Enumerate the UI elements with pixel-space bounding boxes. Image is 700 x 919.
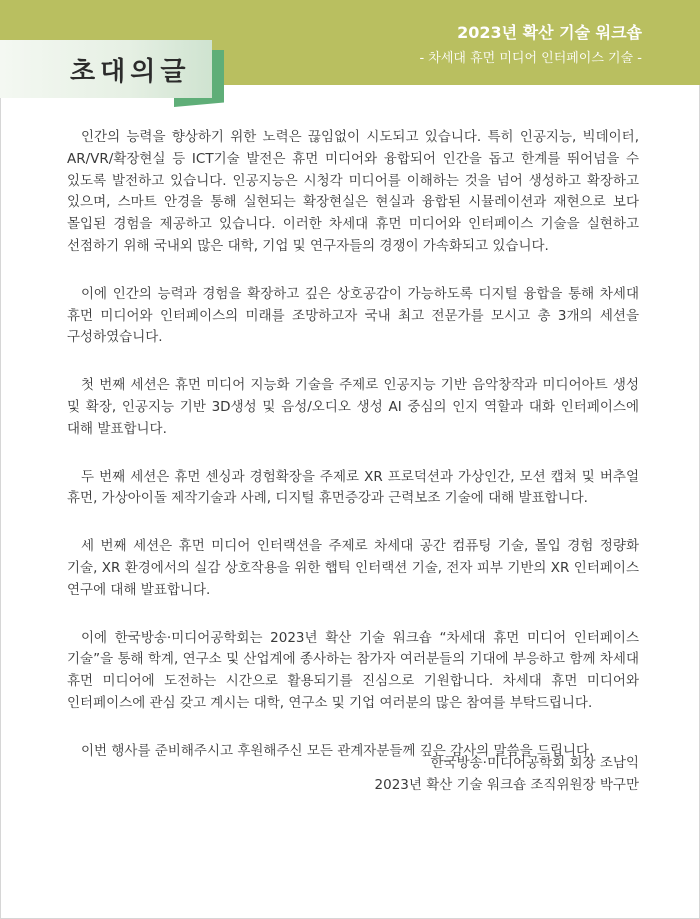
paragraph: 두 번째 세션은 휴먼 센싱과 경험확장을 주제로 XR 프로덕션과 가상인간, 모션 캡쳐 및 버추얼 휴먼, 가상아이돌 제작기술과 사례, 디지털 휴먼증강과 근력보조 기술에 대해 발표합니다. — [67, 468, 639, 507]
section-title: 초대의글 — [70, 57, 191, 87]
paragraph: 이에 인간의 능력과 경험을 확장하고 깊은 상호공감이 가능하도록 디지털 융합을 통해 차세대 휴먼 미디어와 인터페이스의 미래를 조망하고자 국내 최고 전문가를 모시고 총 3개의 세션을 구성하였습니다. — [67, 285, 639, 346]
paragraph: 이번 행사를 준비해주시고 후원해주신 모든 관계자분들께 깊은 감사의 말씀을 드립니다. — [81, 742, 594, 759]
paragraph: 이에 한국방송·미디어공학회는 2023년 확산 기술 워크숍 “차세대 휴먼 미디어 인터페이스 기술”을 통해 학계, 연구소 및 산업계에 종사하는 참가자 여러분들의 기대에 부응하고 함께 차세대 휴먼 미디어에 도전하는 시간으로 활용되기를 진심으로 기원합니다. 차세대 휴먼 미디어와 인터페이스에 관심 갖고 계시는 대학, 연구소 및 기업 여러분의 많은 참여를 부탁드립니다. — [67, 629, 639, 711]
paragraph: 세 번째 세션은 휴먼 미디어 인터랙션을 주제로 차세대 공간 컴퓨팅 기술, 몰입 경험 정량화 기술, XR 환경에서의 실감 상호작용을 위한 햅틱 인터랙션 기술, 전자 피부 기반의 XR 인터페이스 연구에 대해 발표합니다. — [67, 538, 639, 598]
signature-line: 2023년 확산 기술 워크숍 조직위원장 박구만 — [374, 777, 639, 793]
event-subtitle: - 차세대 휴먼 미디어 인터페이스 기술 - — [419, 51, 642, 66]
paragraph: 첫 번째 세션은 휴먼 미디어 지능화 기술을 주제로 인공지능 기반 음악창작과 미디어아트 생성 및 확장, 인공지능 기반 3D생성 및 음성/오디오 생성 AI 중심의 인지 역할과 대화 인터페이스에 대해 발표합니다. — [67, 377, 639, 437]
event-title: 2023년 확산 기술 워크숍 — [457, 23, 642, 42]
paragraph: 인간의 능력을 향상하기 위한 노력은 끊임없이 시도되고 있습니다. 특히 인공지능, 빅데이터, AR/VR/확장현실 등 ICT기술 발전은 휴먼 미디어와 융합되어 인간을 돕고 한계를 뛰어넘을 수 있도록 발전하고 있습니다. 인공지능은 시청각 미디어를 이해하는 것을 넘어 생성하고 확장하고 있으며, 스마트 안경을 통해 실현되는 확장현실은 현실과 융합된 시뮬레이션과 재현으로 보다 몰입된 경험을 제공하고 있습니다. 이러한 차세대 휴먼 미디어와 인터페이스 기술을 실현하고 선점하기 위해 국내외 많은 대학, 기업 및 연구자들의 경쟁이 가속화되고 있습니다. — [67, 129, 639, 254]
signature-block — [375, 752, 639, 796]
invitation-body — [67, 127, 639, 789]
signature-line: 한국방송·미디어공학회 회장 조남익 — [430, 755, 639, 771]
